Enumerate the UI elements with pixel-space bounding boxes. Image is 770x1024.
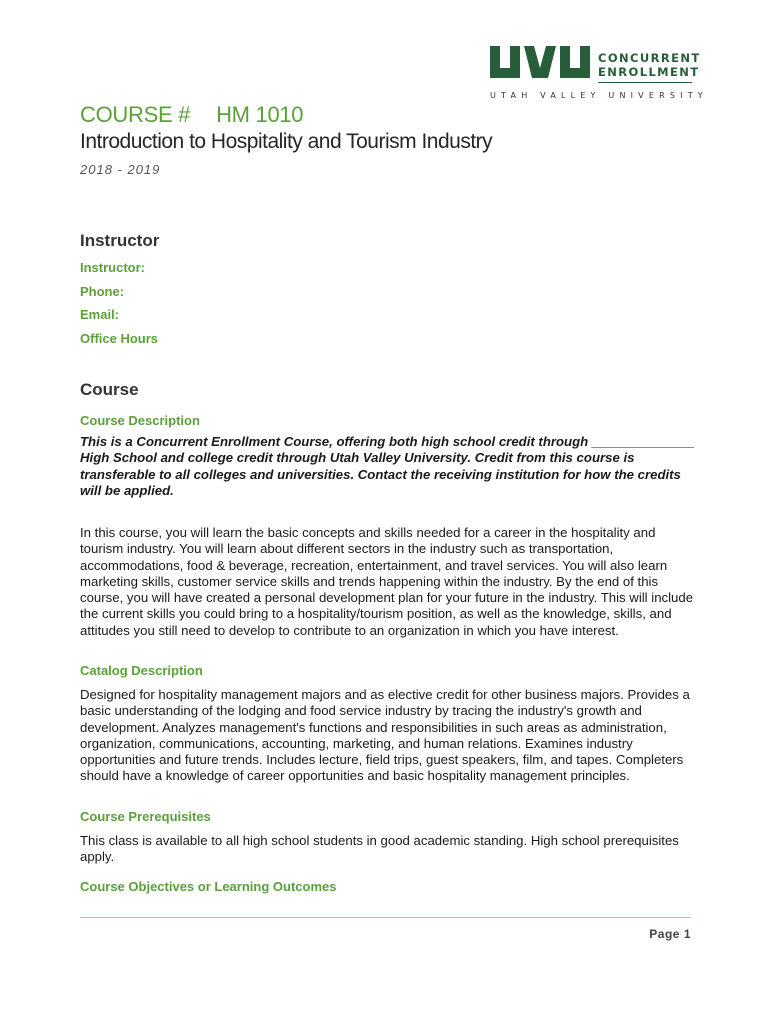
- footer-divider: [80, 917, 691, 918]
- email-field: Email:: [80, 307, 120, 322]
- course-description-text: In this course, you will learn the basic concepts and skills needed for a career in the hospitality and tourism industry. You will learn about different sectors in the industry such as transportation, accommodations, food & beverage, recreation, entertainment, and travel services. You will also learn marketing skills, customer service skills and trends happening within the industry. By the end of this course, you will have created a personal development plan for your future in the industry. This will include the current skills you could bring to a hospitality/tourism position, as well as the knowledge, skills, and attitudes you still need to develop to contribute to an organization in which you have interest.: [80, 525, 694, 638]
- course-prerequisites-text: This class is available to all high school students in good academic standing. High school prerequisites apply.: [80, 833, 679, 865]
- course-label: COURSE #: [80, 102, 191, 127]
- logo-divider: [598, 82, 692, 83]
- course-number: HM 1010: [216, 102, 304, 127]
- course-objectives-label: Course Objectives or Learning Outcomes: [80, 879, 337, 894]
- academic-year: 2018 - 2019: [80, 162, 161, 177]
- page-number: Page 1: [649, 927, 691, 941]
- catalog-description-label: Catalog Description: [80, 663, 203, 678]
- concurrent-enrollment-notice: This is a Concurrent Enrollment Course, offering both high school credit through ______________ High School and college credit through Utah Valley University. Credit from this course is transferable to all colleges and universities. Contact the receiving institution for how the credits will be applied.: [80, 434, 695, 498]
- course-number-heading: [80, 102, 303, 128]
- catalog-description-text: Designed for hospitality management majors and as elective credit for other business majors. Provides a basic understanding of the lodging and food service industry by tracing the industry's growth and development. Analyzes management's functions and responsibilities in such areas as administration, organization, communications, accounting, marketing, and human relations. Examines industry opportunities and future trends. Includes lecture, field trips, guest speakers, film, and tapes. Completers should have a knowledge of career opportunities and basic hospitality management principles.: [80, 687, 690, 784]
- course-description-label: Course Description: [80, 413, 200, 428]
- uvu-mark-icon: [488, 44, 592, 80]
- course-title: Introduction to Hospitality and Tourism Industry: [80, 130, 493, 153]
- logo-line-1: CONCURRENT: [598, 51, 701, 65]
- logo-line-2: ENROLLMENT: [598, 65, 700, 79]
- instructor-heading: Instructor: [80, 231, 160, 250]
- uvu-logo: [488, 44, 708, 104]
- course-prerequisites-label: Course Prerequisites: [80, 809, 211, 824]
- course-heading: Course: [80, 380, 139, 399]
- instructor-field: Instructor:: [80, 260, 145, 275]
- logo-university: UTAH VALLEY UNIVERSITY: [490, 91, 708, 100]
- office-hours-field: Office Hours: [80, 331, 159, 346]
- logo-program-name: [598, 51, 701, 79]
- phone-field: Phone:: [80, 284, 125, 299]
